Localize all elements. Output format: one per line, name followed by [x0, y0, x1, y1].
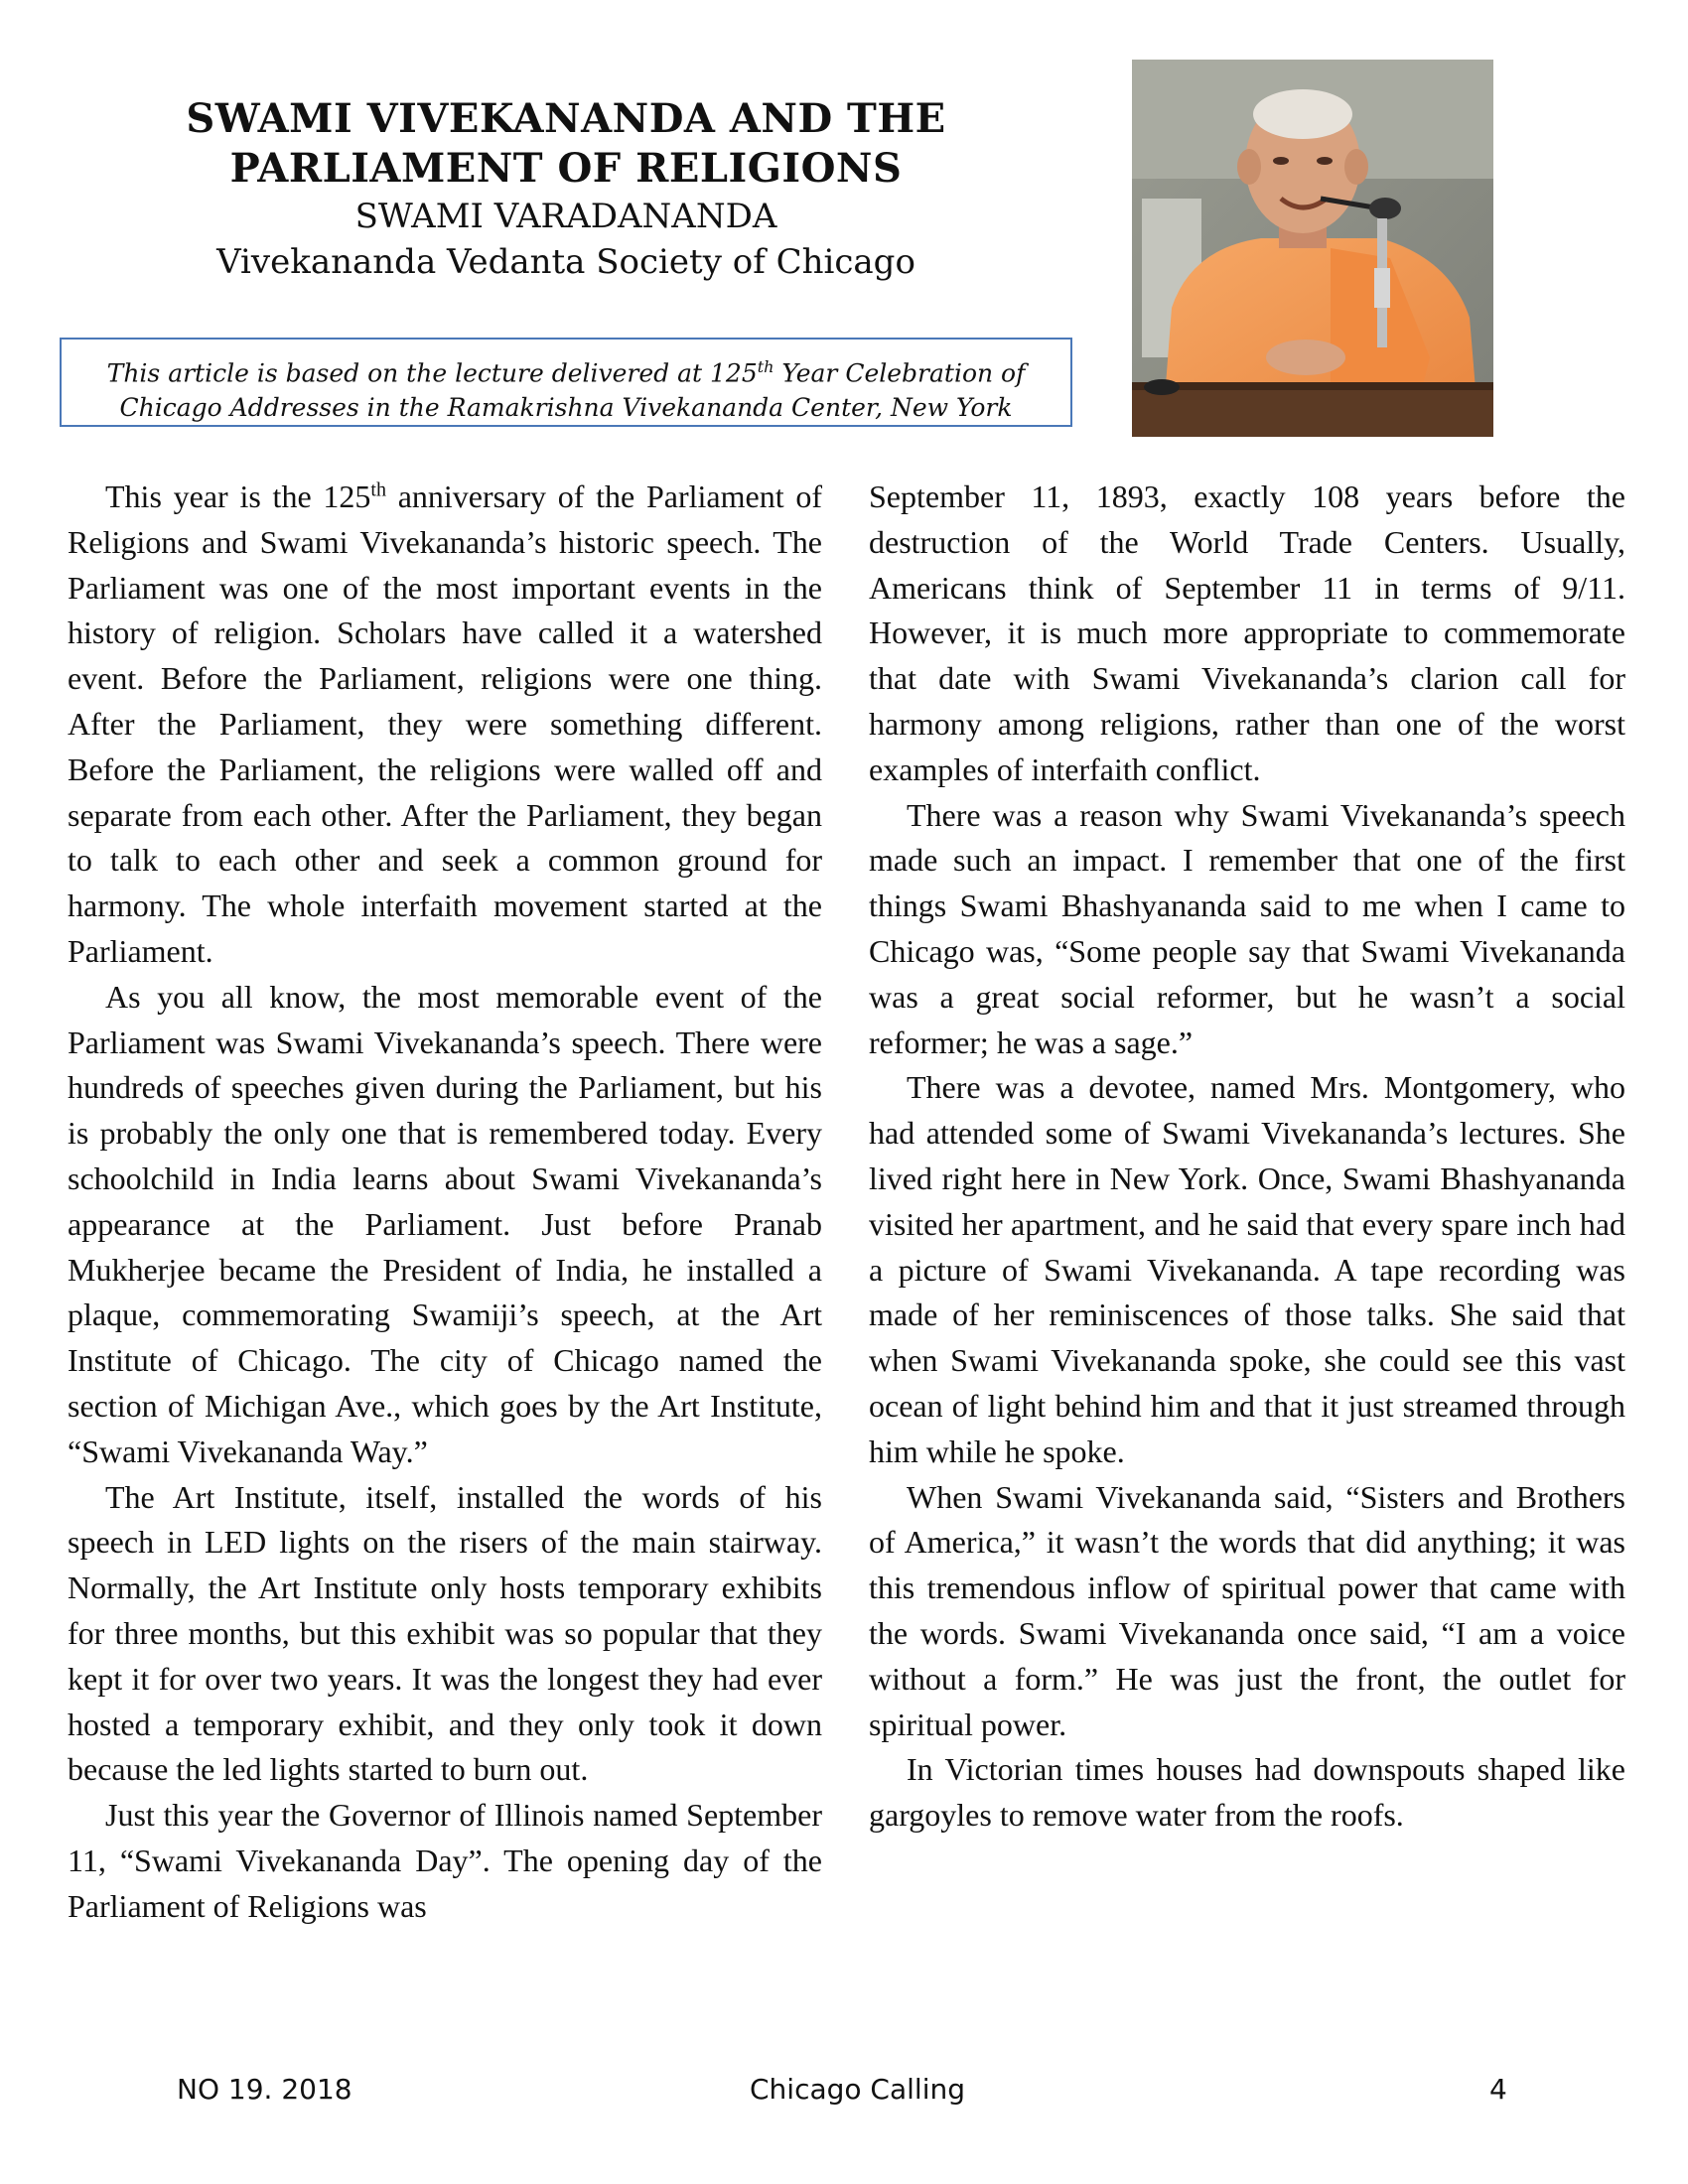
lecture-note-box [60, 338, 1072, 427]
title-line-1: SWAMI VIVEKANANDA AND THE [186, 95, 946, 142]
note-line-2: Chicago Addresses in the Ramakrishna Vivekananda Center, New York [119, 393, 1013, 423]
speaker-at-podium-photo [1132, 60, 1493, 437]
article-paragraph-5: There was a reason why Swami Vivekananda’s speech made such an impact. I remember that one of the first things Swami Bhashyananda said to me when I came to Chicago was, “Some people say that Swami Vivekananda was a great social reformer, but he wasn’t a social reformer; he was a sage.” [869, 796, 1625, 1060]
organization-name: Vivekananda Vedanta Society of Chicago [216, 242, 915, 282]
note-line-1 [62, 349, 1070, 390]
article-paragraph-4-continued: September 11, 1893, exactly 108 years before the destruction of the World Trade Centers. Usually, Americans think of September 11 in terms of 9/11. However, it is much more appropriate to commemorate that date with Swami Vivekananda’s clarion call for harmony among religions, rather than one of the worst examples of interfaith conflict. [869, 478, 1625, 787]
article-paragraph-1 [68, 475, 822, 975]
paragraph-1-superscript: th [370, 478, 386, 501]
note-superscript: th [757, 357, 774, 376]
paragraph-1-text-post: anniversary of the Parliament of Religions and Swami Vivekananda’s historic speech. The Parliament was one of the most important events in the history of religion. Scholars have called it a watershed event. Before the Parliament, religions were one thing. After the Parliament, they were something different. Before the Parliament, the religions were walled off and separate from each other. After the Parliament, they began to talk to each other and seek a common ground for harmony. The whole interfaith movement started at the Parliament. [68, 478, 822, 969]
title-line-2: PARLIAMENT OF RELIGIONS [229, 145, 903, 192]
footer-page-number: 4 [1489, 2073, 1507, 2106]
article-paragraph-2: As you all know, the most memorable event of the Parliament was Swami Vivekananda’s speech. There were hundreds of speeches given during the Parliament, but his is probably the only one that is remembered today. Every schoolchild in India learns about Swami Vivekananda’s appearance at the Parliament. Just before Pranab Mukherjee became the President of India, he installed a plaque, commemorating Swamiji’s speech, at the Art Institute of Chicago. The city of Chicago named the section of Michigan Ave., which goes by the Art Institute, “Swami Vivekananda Way.” [68, 978, 822, 1469]
article-paragraph-3: The Art Institute, itself, installed the words of his speech in LED lights on the risers of the main stairway. Normally, the Art Institute only hosts temporary exhibits for three months, but this exhibit was so popular that they kept it for over two years. It was the longest they had ever hosted a temporary exhibit, and they only took it down because the led lights started to burn out. [68, 1478, 822, 1788]
note-text-post: Year Celebration of [774, 358, 1026, 388]
article-title [60, 94, 1072, 194]
article-paragraph-4: Just this year the Governor of Illinois named September 11, “Swami Vivekananda Day”. The opening day of the Parliament of Religions was [68, 1797, 822, 1924]
article-column-left [68, 475, 822, 1930]
article-paragraph-6: There was a devotee, named Mrs. Montgomery, who had attended some of Swami Vivekananda’s lectures. She lived right here in New York. Once, Swami Bhashyananda visited her apartment, and he said that every spare inch had a picture of Swami Vivekananda. A tape recording was made of her reminiscences of those talks. She said that when Swami Vivekananda spoke, she could see this vast ocean of light behind him and that it just streamed through him while he spoke. [869, 1069, 1625, 1469]
page-footer [0, 2073, 1688, 2113]
article-header [60, 94, 1072, 285]
article-column-right [869, 475, 1625, 1839]
paragraph-1-text-pre: This year is the 125 [105, 478, 371, 514]
article-paragraph-8: In Victorian times houses had downspouts shaped like gargoyles to remove water from the roofs. [869, 1751, 1625, 1834]
footer-issue-number: NO 19. 2018 [177, 2073, 352, 2106]
note-text-pre: This article is based on the lecture delivered at 125 [106, 358, 758, 388]
author-name: SWAMI VARADANANDA [354, 197, 777, 236]
article-paragraph-7: When Swami Vivekananda said, “Sisters and Brothers of America,” it wasn’t the words that did anything; it was this tremendous inflow of spiritual power that came with the words. Swami Vivekananda once said, “I am a voice without a form.” He was just the front, the outlet for spiritual power. [869, 1478, 1625, 1742]
footer-publication-name: Chicago Calling [750, 2073, 965, 2106]
